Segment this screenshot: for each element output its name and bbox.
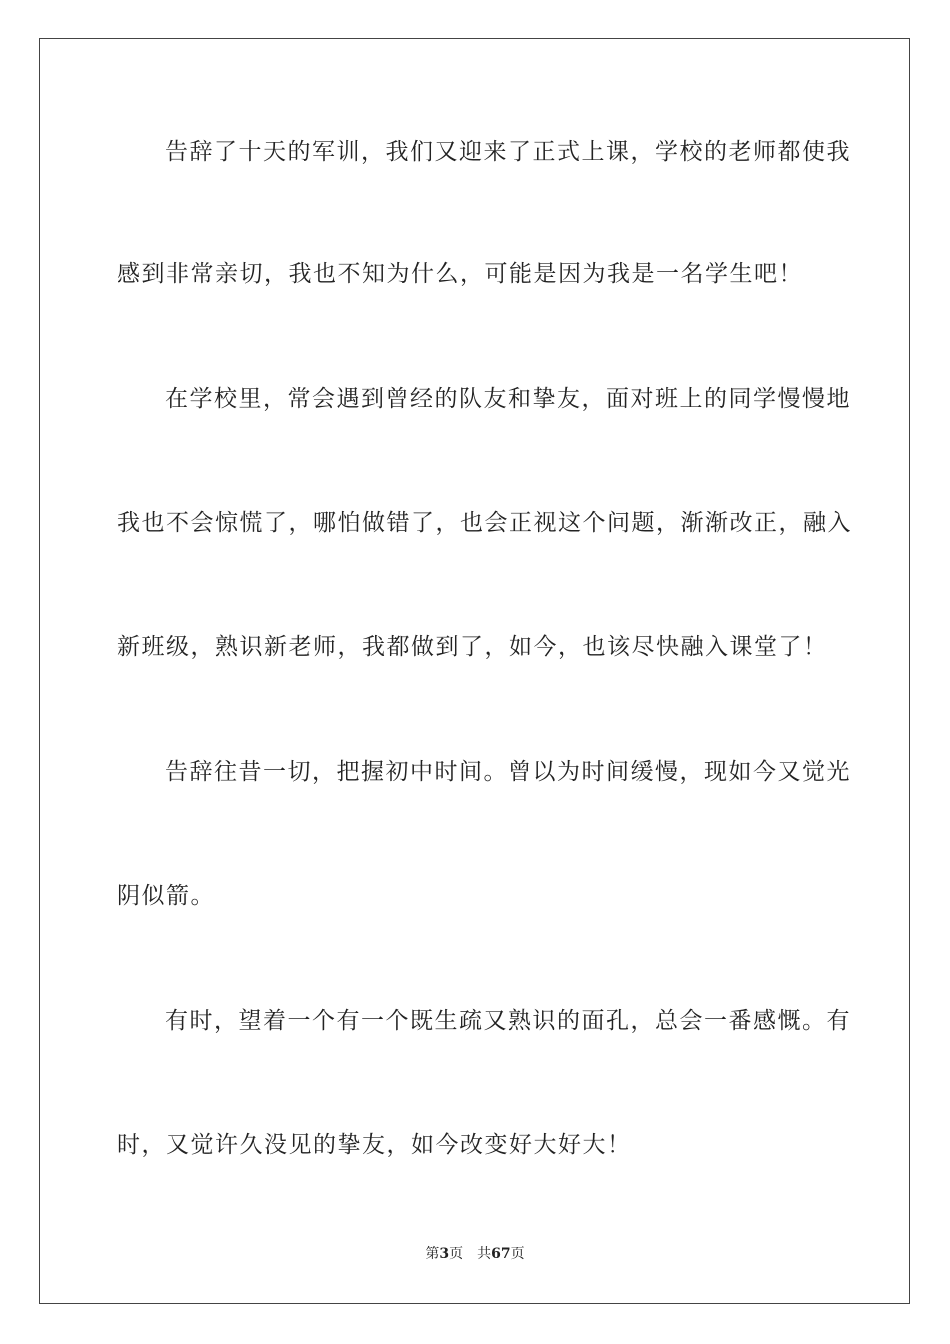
page-number: 3 (439, 1246, 450, 1262)
paragraph-4-line-2: 时，又觉许久没见的挚友，如今改变好大好大！ (117, 1132, 632, 1158)
page-suffix: 页 (449, 1246, 464, 1262)
paragraph-1-line-1: 告辞了十天的军训，我们又迎来了正式上课，学校的老师都使我 (165, 139, 851, 165)
paragraph-2-line-2: 我也不会惊慌了，哪怕做错了，也会正视这个问题，渐渐改正，融入 (117, 510, 852, 536)
total-suffix: 页 (510, 1246, 525, 1262)
total-pages: 67 (491, 1246, 511, 1262)
page-footer (0, 1245, 950, 1263)
paragraph-3-line-2: 阴似箭。 (117, 883, 215, 909)
paragraph-4-line-1: 有时，望着一个有一个既生疏又熟识的面孔，总会一番感慨。有 (165, 1008, 851, 1034)
paragraph-2-line-3: 新班级，熟识新老师，我都做到了，如今，也该尽快融入课堂了！ (117, 634, 828, 660)
paragraph-3-line-1: 告辞往昔一切，把握初中时间。曾以为时间缓慢，现如今又觉光 (165, 759, 851, 785)
paragraph-2-line-1: 在学校里，常会遇到曾经的队友和挚友，面对班上的同学慢慢地 (165, 386, 851, 412)
page-border (39, 38, 910, 1304)
paragraph-1-line-2: 感到非常亲切，我也不知为什么，可能是因为我是一名学生吧！ (117, 261, 803, 287)
total-prefix: 共 (477, 1246, 492, 1262)
page-prefix: 第 (425, 1246, 440, 1262)
